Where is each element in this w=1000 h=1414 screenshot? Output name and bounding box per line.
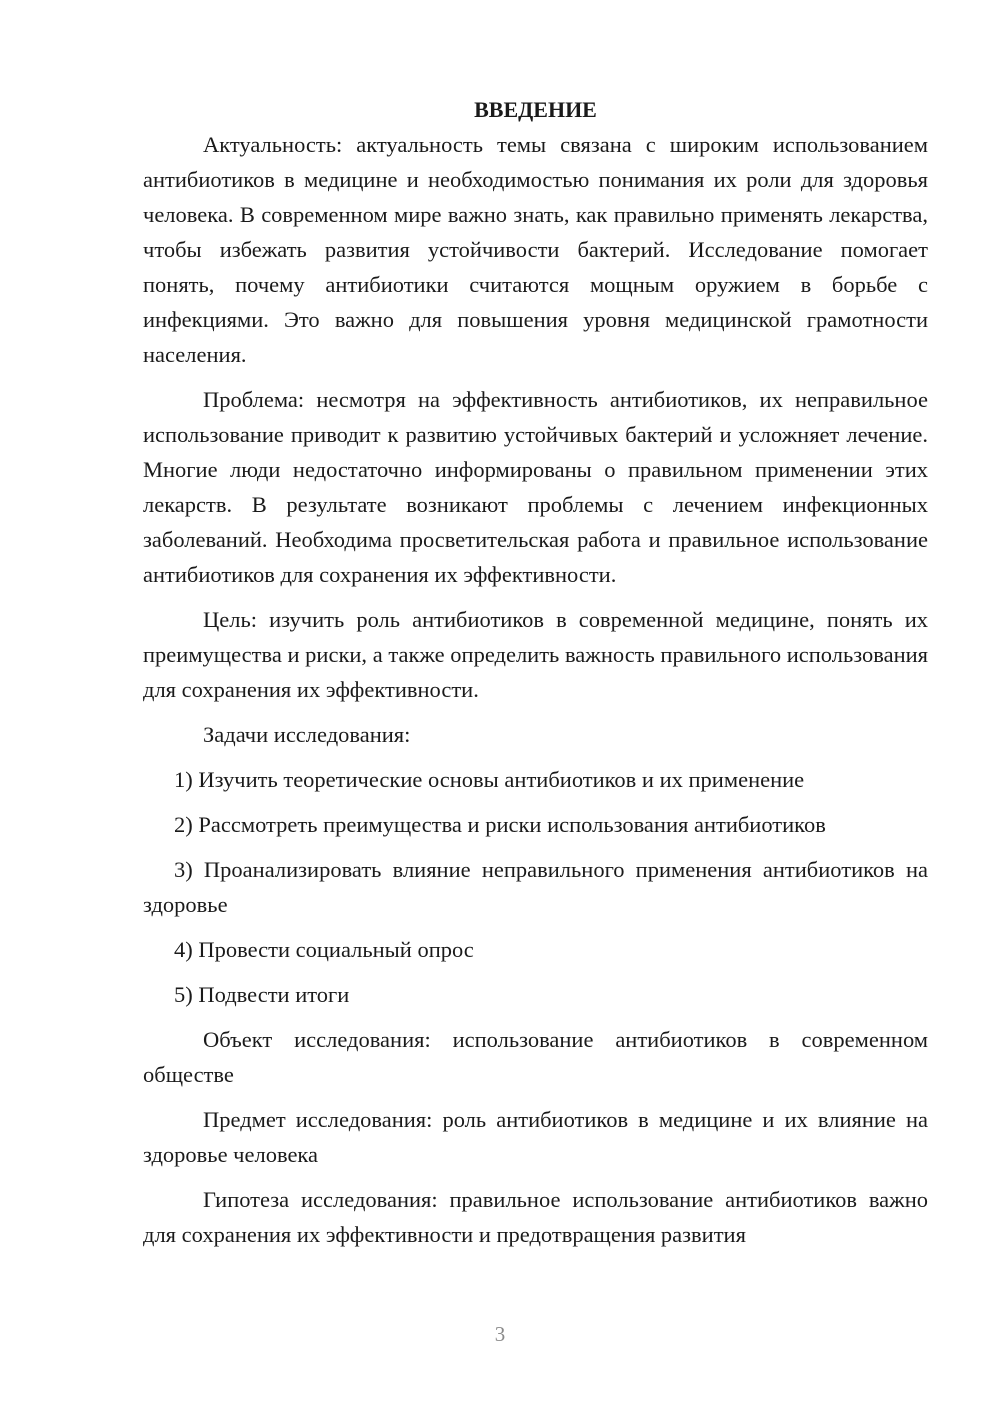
paragraph-hypothesis: Гипотеза исследования: правильное использование антибиотиков важно для сохранения их эффективности и предотвращения развития xyxy=(143,1187,928,1247)
paragraph-relevance: Актуальность: актуальность темы связана с широким использованием антибиотиков в медицине и необходимостью понимания их роли для здоровья человека. В современном мире важно знать, как правильно применять лекарства, чтобы избежать развития устойчивости бактерий. Исследование помогает понять, почему антибиотики считаются мощным оружием в борьбе с инфекциями. Это важно для повышения уровня медицинской грамотности населения. xyxy=(143,132,928,367)
paragraph-goal: Цель: изучить роль антибиотиков в современной медицине, понять их преимущества и риски, а также определить важность правильного использования для сохранения их эффективности. xyxy=(143,607,928,702)
paragraph-object: Объект исследования: использование антибиотиков в современном обществе xyxy=(143,1027,928,1087)
page-number: 3 xyxy=(494,1322,506,1346)
paragraph-subject: Предмет исследования: роль антибиотиков в медицине и их влияние на здоровье человека xyxy=(143,1107,928,1167)
task-item-1: 1) Изучить теоретические основы антибиотиков и их применение xyxy=(174,767,805,792)
task-item-3: 3) Проанализировать влияние неправильного применения антибиотиков на здоровье xyxy=(143,857,928,917)
section-heading: ВВЕДЕНИЕ xyxy=(474,97,597,122)
task-item-5: 5) Подвести итоги xyxy=(174,982,350,1007)
task-item-4: 4) Провести социальный опрос xyxy=(174,937,474,962)
task-item-2: 2) Рассмотреть преимущества и риски использования антибиотиков xyxy=(174,812,826,837)
tasks-heading: Задачи исследования: xyxy=(203,722,411,747)
paragraph-problem: Проблема: несмотря на эффективность антибиотиков, их неправильное использование приводит к развитию устойчивых бактерий и усложняет лечение. Многие люди недостаточно информированы о правильном применении этих лекарств. В результате возникают проблемы с лечением инфекционных заболеваний. Необходима просветительская работа и правильное использование антибиотиков для сохранения их эффективности. xyxy=(143,387,928,587)
document-page xyxy=(143,92,928,1252)
